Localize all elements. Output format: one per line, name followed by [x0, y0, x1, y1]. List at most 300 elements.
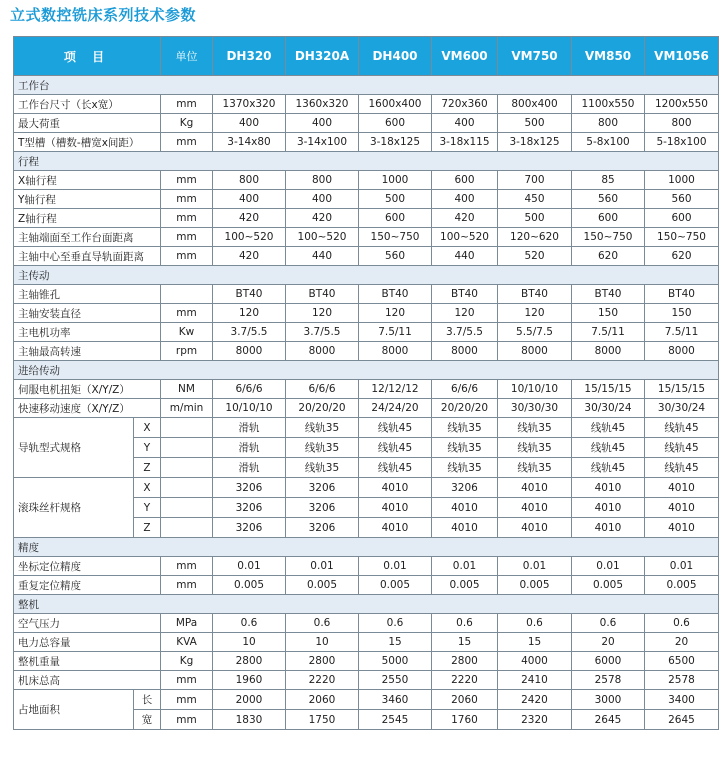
table-row	[14, 418, 719, 438]
row-label: 整机重量	[14, 652, 161, 671]
value-cell: 620	[572, 247, 645, 266]
value-cell: 450	[498, 190, 572, 209]
row-unit	[161, 418, 213, 438]
value-cell: 400	[286, 190, 359, 209]
value-cell: 线轨35	[432, 438, 498, 458]
value-cell: 3400	[645, 690, 719, 710]
section-row	[14, 266, 719, 285]
value-cell: 1370x320	[213, 95, 286, 114]
row-unit	[161, 498, 213, 518]
value-cell: 500	[498, 114, 572, 133]
value-cell: 120	[286, 304, 359, 323]
value-cell: 400	[432, 114, 498, 133]
value-cell: 8000	[498, 342, 572, 361]
value-cell: BT40	[359, 285, 432, 304]
value-cell: 0.01	[572, 557, 645, 576]
value-cell: 620	[645, 247, 719, 266]
value-cell: 30/30/24	[645, 399, 719, 418]
table-row	[14, 342, 719, 361]
table-row	[14, 114, 719, 133]
section-title: 行程	[14, 152, 719, 171]
value-cell: 120	[213, 304, 286, 323]
value-cell: 6/6/6	[213, 380, 286, 399]
section-row	[14, 76, 719, 95]
section-title: 整机	[14, 595, 719, 614]
table-row	[14, 557, 719, 576]
value-cell: 3-18x115	[432, 133, 498, 152]
value-cell: 600	[572, 209, 645, 228]
value-cell: 85	[572, 171, 645, 190]
value-cell: 15/15/15	[572, 380, 645, 399]
value-cell: 1100x550	[572, 95, 645, 114]
value-cell: 2578	[572, 671, 645, 690]
value-cell: 4010	[498, 478, 572, 498]
table-row	[14, 652, 719, 671]
value-cell: BT40	[213, 285, 286, 304]
value-cell: BT40	[645, 285, 719, 304]
value-cell: 0.01	[498, 557, 572, 576]
value-cell: 2420	[498, 690, 572, 710]
value-cell: 800	[572, 114, 645, 133]
value-cell: 4010	[359, 498, 432, 518]
value-cell: 120	[359, 304, 432, 323]
row-unit: mm	[161, 133, 213, 152]
group-label: 占地面积	[14, 690, 134, 730]
value-cell: 线轨35	[286, 418, 359, 438]
spec-table	[13, 36, 719, 730]
value-cell: 0.6	[498, 614, 572, 633]
value-cell: 20/20/20	[286, 399, 359, 418]
row-label: 工作台尺寸（长x宽）	[14, 95, 161, 114]
row-unit: mm	[161, 576, 213, 595]
value-cell: 20/20/20	[432, 399, 498, 418]
value-cell: 600	[432, 171, 498, 190]
value-cell: 滑轨	[213, 438, 286, 458]
row-unit: mm	[161, 557, 213, 576]
value-cell: 3.7/5.5	[213, 323, 286, 342]
value-cell: 线轨35	[432, 418, 498, 438]
value-cell: 1000	[359, 171, 432, 190]
value-cell: 4010	[498, 498, 572, 518]
value-cell: BT40	[572, 285, 645, 304]
section-row	[14, 152, 719, 171]
value-cell: 2545	[359, 710, 432, 730]
row-unit	[161, 285, 213, 304]
value-cell: 12/12/12	[359, 380, 432, 399]
row-label: 电力总容量	[14, 633, 161, 652]
value-cell: 2060	[286, 690, 359, 710]
row-unit: mm	[161, 304, 213, 323]
header-model: DH400	[359, 37, 432, 76]
value-cell: 4010	[432, 518, 498, 538]
value-cell: 560	[572, 190, 645, 209]
value-cell: 滑轨	[213, 418, 286, 438]
table-row	[14, 304, 719, 323]
value-cell: 线轨35	[498, 418, 572, 438]
value-cell: 线轨35	[286, 458, 359, 478]
value-cell: 滑轨	[213, 458, 286, 478]
value-cell: 线轨45	[359, 418, 432, 438]
value-cell: 5.5/7.5	[498, 323, 572, 342]
header-model: VM600	[432, 37, 498, 76]
value-cell: 150~750	[572, 228, 645, 247]
section-row	[14, 538, 719, 557]
group-label: 滚珠丝杆规格	[14, 478, 134, 538]
value-cell: 8000	[359, 342, 432, 361]
value-cell: 3-18x125	[359, 133, 432, 152]
row-unit	[161, 478, 213, 498]
value-cell: 4010	[645, 518, 719, 538]
value-cell: 0.005	[359, 576, 432, 595]
value-cell: 线轨35	[498, 458, 572, 478]
row-unit: mm	[161, 671, 213, 690]
row-label: 主轴端面至工作台面距离	[14, 228, 161, 247]
table-row	[14, 95, 719, 114]
value-cell: 8000	[572, 342, 645, 361]
table-row	[14, 209, 719, 228]
value-cell: 800	[645, 114, 719, 133]
row-label: Z轴行程	[14, 209, 161, 228]
value-cell: 150	[572, 304, 645, 323]
value-cell: 600	[359, 209, 432, 228]
header-item: 项 目	[14, 37, 161, 76]
value-cell: 4010	[645, 498, 719, 518]
value-cell: 100~520	[213, 228, 286, 247]
value-cell: 0.6	[572, 614, 645, 633]
value-cell: 2410	[498, 671, 572, 690]
axis-label: X	[134, 478, 161, 498]
value-cell: 3206	[286, 498, 359, 518]
value-cell: 线轨45	[645, 458, 719, 478]
table-row	[14, 614, 719, 633]
value-cell: BT40	[498, 285, 572, 304]
row-unit: mm	[161, 95, 213, 114]
value-cell: 线轨45	[572, 438, 645, 458]
row-label: 主轴最高转速	[14, 342, 161, 361]
value-cell: 0.005	[572, 576, 645, 595]
axis-label: 宽	[134, 710, 161, 730]
value-cell: 0.6	[213, 614, 286, 633]
value-cell: 400	[213, 114, 286, 133]
table-row	[14, 323, 719, 342]
row-unit: mm	[161, 190, 213, 209]
value-cell: 4010	[572, 478, 645, 498]
value-cell: 100~520	[286, 228, 359, 247]
value-cell: 6/6/6	[432, 380, 498, 399]
value-cell: 8000	[213, 342, 286, 361]
value-cell: 0.01	[213, 557, 286, 576]
value-cell: 150~750	[645, 228, 719, 247]
value-cell: 120~620	[498, 228, 572, 247]
value-cell: 线轨35	[286, 438, 359, 458]
value-cell: 0.005	[645, 576, 719, 595]
table-row	[14, 671, 719, 690]
table-row	[14, 399, 719, 418]
value-cell: 2060	[432, 690, 498, 710]
value-cell: 30/30/24	[572, 399, 645, 418]
value-cell: 400	[432, 190, 498, 209]
axis-label: 长	[134, 690, 161, 710]
table-header-row	[14, 37, 719, 76]
value-cell: 1750	[286, 710, 359, 730]
axis-label: Y	[134, 438, 161, 458]
value-cell: 4010	[359, 478, 432, 498]
value-cell: 2220	[286, 671, 359, 690]
value-cell: 7.5/11	[645, 323, 719, 342]
table-row	[14, 478, 719, 498]
section-title: 工作台	[14, 76, 719, 95]
value-cell: 8000	[432, 342, 498, 361]
value-cell: 560	[645, 190, 719, 209]
value-cell: 500	[359, 190, 432, 209]
value-cell: 1360x320	[286, 95, 359, 114]
value-cell: 2645	[572, 710, 645, 730]
value-cell: 3206	[213, 518, 286, 538]
table-row	[14, 690, 719, 710]
row-unit: m/min	[161, 399, 213, 418]
value-cell: 1600x400	[359, 95, 432, 114]
value-cell: 4000	[498, 652, 572, 671]
table-row	[14, 247, 719, 266]
value-cell: 3460	[359, 690, 432, 710]
axis-label: Y	[134, 498, 161, 518]
row-unit: Kg	[161, 652, 213, 671]
value-cell: 3.7/5.5	[286, 323, 359, 342]
value-cell: 4010	[645, 478, 719, 498]
header-model: VM850	[572, 37, 645, 76]
row-label: 主电机功率	[14, 323, 161, 342]
row-label: 坐标定位精度	[14, 557, 161, 576]
value-cell: 2800	[213, 652, 286, 671]
value-cell: 3206	[286, 518, 359, 538]
value-cell: 6/6/6	[286, 380, 359, 399]
value-cell: 3-18x125	[498, 133, 572, 152]
row-unit	[161, 458, 213, 478]
value-cell: 120	[498, 304, 572, 323]
value-cell: 420	[286, 209, 359, 228]
value-cell: 600	[359, 114, 432, 133]
row-unit: mm	[161, 710, 213, 730]
row-label: X轴行程	[14, 171, 161, 190]
page-title: 立式数控铣床系列技术参数	[10, 6, 197, 24]
table-row	[14, 380, 719, 399]
value-cell: 1200x550	[645, 95, 719, 114]
value-cell: 3.7/5.5	[432, 323, 498, 342]
value-cell: 7.5/11	[359, 323, 432, 342]
row-label: 快速移动速度（X/Y/Z）	[14, 399, 161, 418]
value-cell: 560	[359, 247, 432, 266]
value-cell: 3206	[286, 478, 359, 498]
row-label: 空气压力	[14, 614, 161, 633]
value-cell: 2000	[213, 690, 286, 710]
table-row	[14, 576, 719, 595]
value-cell: 3206	[213, 498, 286, 518]
value-cell: 420	[213, 247, 286, 266]
row-label: Y轴行程	[14, 190, 161, 209]
value-cell: 0.005	[213, 576, 286, 595]
header-model: DH320A	[286, 37, 359, 76]
table-row	[14, 190, 719, 209]
value-cell: 5-8x100	[572, 133, 645, 152]
value-cell: 800	[286, 171, 359, 190]
value-cell: 800x400	[498, 95, 572, 114]
value-cell: 4010	[498, 518, 572, 538]
row-label: T型槽（槽数-槽宽x间距）	[14, 133, 161, 152]
value-cell: 0.01	[645, 557, 719, 576]
row-unit: MPa	[161, 614, 213, 633]
value-cell: 20	[645, 633, 719, 652]
row-unit: rpm	[161, 342, 213, 361]
value-cell: 线轨35	[432, 458, 498, 478]
row-unit	[161, 518, 213, 538]
value-cell: 1830	[213, 710, 286, 730]
value-cell: 3-14x80	[213, 133, 286, 152]
value-cell: 24/24/20	[359, 399, 432, 418]
value-cell: 4010	[432, 498, 498, 518]
value-cell: 800	[213, 171, 286, 190]
value-cell: 0.01	[286, 557, 359, 576]
header-model: VM750	[498, 37, 572, 76]
value-cell: 10	[286, 633, 359, 652]
value-cell: 5000	[359, 652, 432, 671]
section-title: 进给传动	[14, 361, 719, 380]
row-label: 伺服电机扭矩（X/Y/Z）	[14, 380, 161, 399]
value-cell: 0.01	[432, 557, 498, 576]
row-unit: mm	[161, 247, 213, 266]
value-cell: 0.6	[432, 614, 498, 633]
value-cell: 2220	[432, 671, 498, 690]
value-cell: 440	[286, 247, 359, 266]
value-cell: 15	[359, 633, 432, 652]
value-cell: 线轨45	[359, 458, 432, 478]
row-unit: Kw	[161, 323, 213, 342]
row-label: 主轴安装直径	[14, 304, 161, 323]
section-row	[14, 595, 719, 614]
value-cell: 3000	[572, 690, 645, 710]
section-title: 精度	[14, 538, 719, 557]
group-label: 导轨型式规格	[14, 418, 134, 478]
section-row	[14, 361, 719, 380]
value-cell: 10/10/10	[498, 380, 572, 399]
value-cell: 4010	[359, 518, 432, 538]
row-label: 重复定位精度	[14, 576, 161, 595]
value-cell: 420	[213, 209, 286, 228]
value-cell: 7.5/11	[572, 323, 645, 342]
value-cell: 500	[498, 209, 572, 228]
value-cell: 线轨45	[359, 438, 432, 458]
value-cell: 6000	[572, 652, 645, 671]
axis-label: Z	[134, 458, 161, 478]
row-unit: mm	[161, 228, 213, 247]
value-cell: 400	[213, 190, 286, 209]
table-row	[14, 633, 719, 652]
value-cell: 420	[432, 209, 498, 228]
value-cell: 120	[432, 304, 498, 323]
value-cell: 2645	[645, 710, 719, 730]
axis-label: Z	[134, 518, 161, 538]
value-cell: 700	[498, 171, 572, 190]
value-cell: 0.01	[359, 557, 432, 576]
value-cell: 0.6	[359, 614, 432, 633]
header-model: VM1056	[645, 37, 719, 76]
value-cell: 8000	[286, 342, 359, 361]
header-unit: 单位	[161, 37, 213, 76]
value-cell: 0.005	[286, 576, 359, 595]
value-cell: 15	[498, 633, 572, 652]
value-cell: 0.005	[498, 576, 572, 595]
value-cell: 150	[645, 304, 719, 323]
value-cell: 1960	[213, 671, 286, 690]
value-cell: 线轨45	[645, 418, 719, 438]
axis-label: X	[134, 418, 161, 438]
value-cell: 10	[213, 633, 286, 652]
value-cell: 线轨45	[572, 458, 645, 478]
value-cell: 3-14x100	[286, 133, 359, 152]
value-cell: 2800	[286, 652, 359, 671]
value-cell: 0.6	[645, 614, 719, 633]
header-model: DH320	[213, 37, 286, 76]
value-cell: 0.6	[286, 614, 359, 633]
row-unit: KVA	[161, 633, 213, 652]
value-cell: BT40	[432, 285, 498, 304]
value-cell: 15	[432, 633, 498, 652]
value-cell: 1000	[645, 171, 719, 190]
section-title: 主传动	[14, 266, 719, 285]
value-cell: 15/15/15	[645, 380, 719, 399]
value-cell: 100~520	[432, 228, 498, 247]
value-cell: 600	[645, 209, 719, 228]
value-cell: 线轨35	[498, 438, 572, 458]
value-cell: BT40	[286, 285, 359, 304]
value-cell: 400	[286, 114, 359, 133]
value-cell: 6500	[645, 652, 719, 671]
value-cell: 3206	[432, 478, 498, 498]
table-row	[14, 285, 719, 304]
value-cell: 720x360	[432, 95, 498, 114]
row-label: 主轴锥孔	[14, 285, 161, 304]
row-unit: Kg	[161, 114, 213, 133]
value-cell: 3206	[213, 478, 286, 498]
value-cell: 线轨45	[645, 438, 719, 458]
value-cell: 20	[572, 633, 645, 652]
row-unit: NM	[161, 380, 213, 399]
table-row	[14, 133, 719, 152]
table-row	[14, 171, 719, 190]
value-cell: 520	[498, 247, 572, 266]
row-label: 机床总高	[14, 671, 161, 690]
value-cell: 440	[432, 247, 498, 266]
value-cell: 线轨45	[572, 418, 645, 438]
value-cell: 4010	[572, 518, 645, 538]
row-label: 最大荷重	[14, 114, 161, 133]
value-cell: 2800	[432, 652, 498, 671]
value-cell: 10/10/10	[213, 399, 286, 418]
value-cell: 2578	[645, 671, 719, 690]
row-unit	[161, 438, 213, 458]
value-cell: 8000	[645, 342, 719, 361]
row-label: 主轴中心至垂直导轨面距离	[14, 247, 161, 266]
value-cell: 0.005	[432, 576, 498, 595]
value-cell: 1760	[432, 710, 498, 730]
table-row	[14, 228, 719, 247]
value-cell: 5-18x100	[645, 133, 719, 152]
value-cell: 2550	[359, 671, 432, 690]
row-unit: mm	[161, 690, 213, 710]
value-cell: 2320	[498, 710, 572, 730]
value-cell: 4010	[572, 498, 645, 518]
value-cell: 30/30/30	[498, 399, 572, 418]
row-unit: mm	[161, 209, 213, 228]
